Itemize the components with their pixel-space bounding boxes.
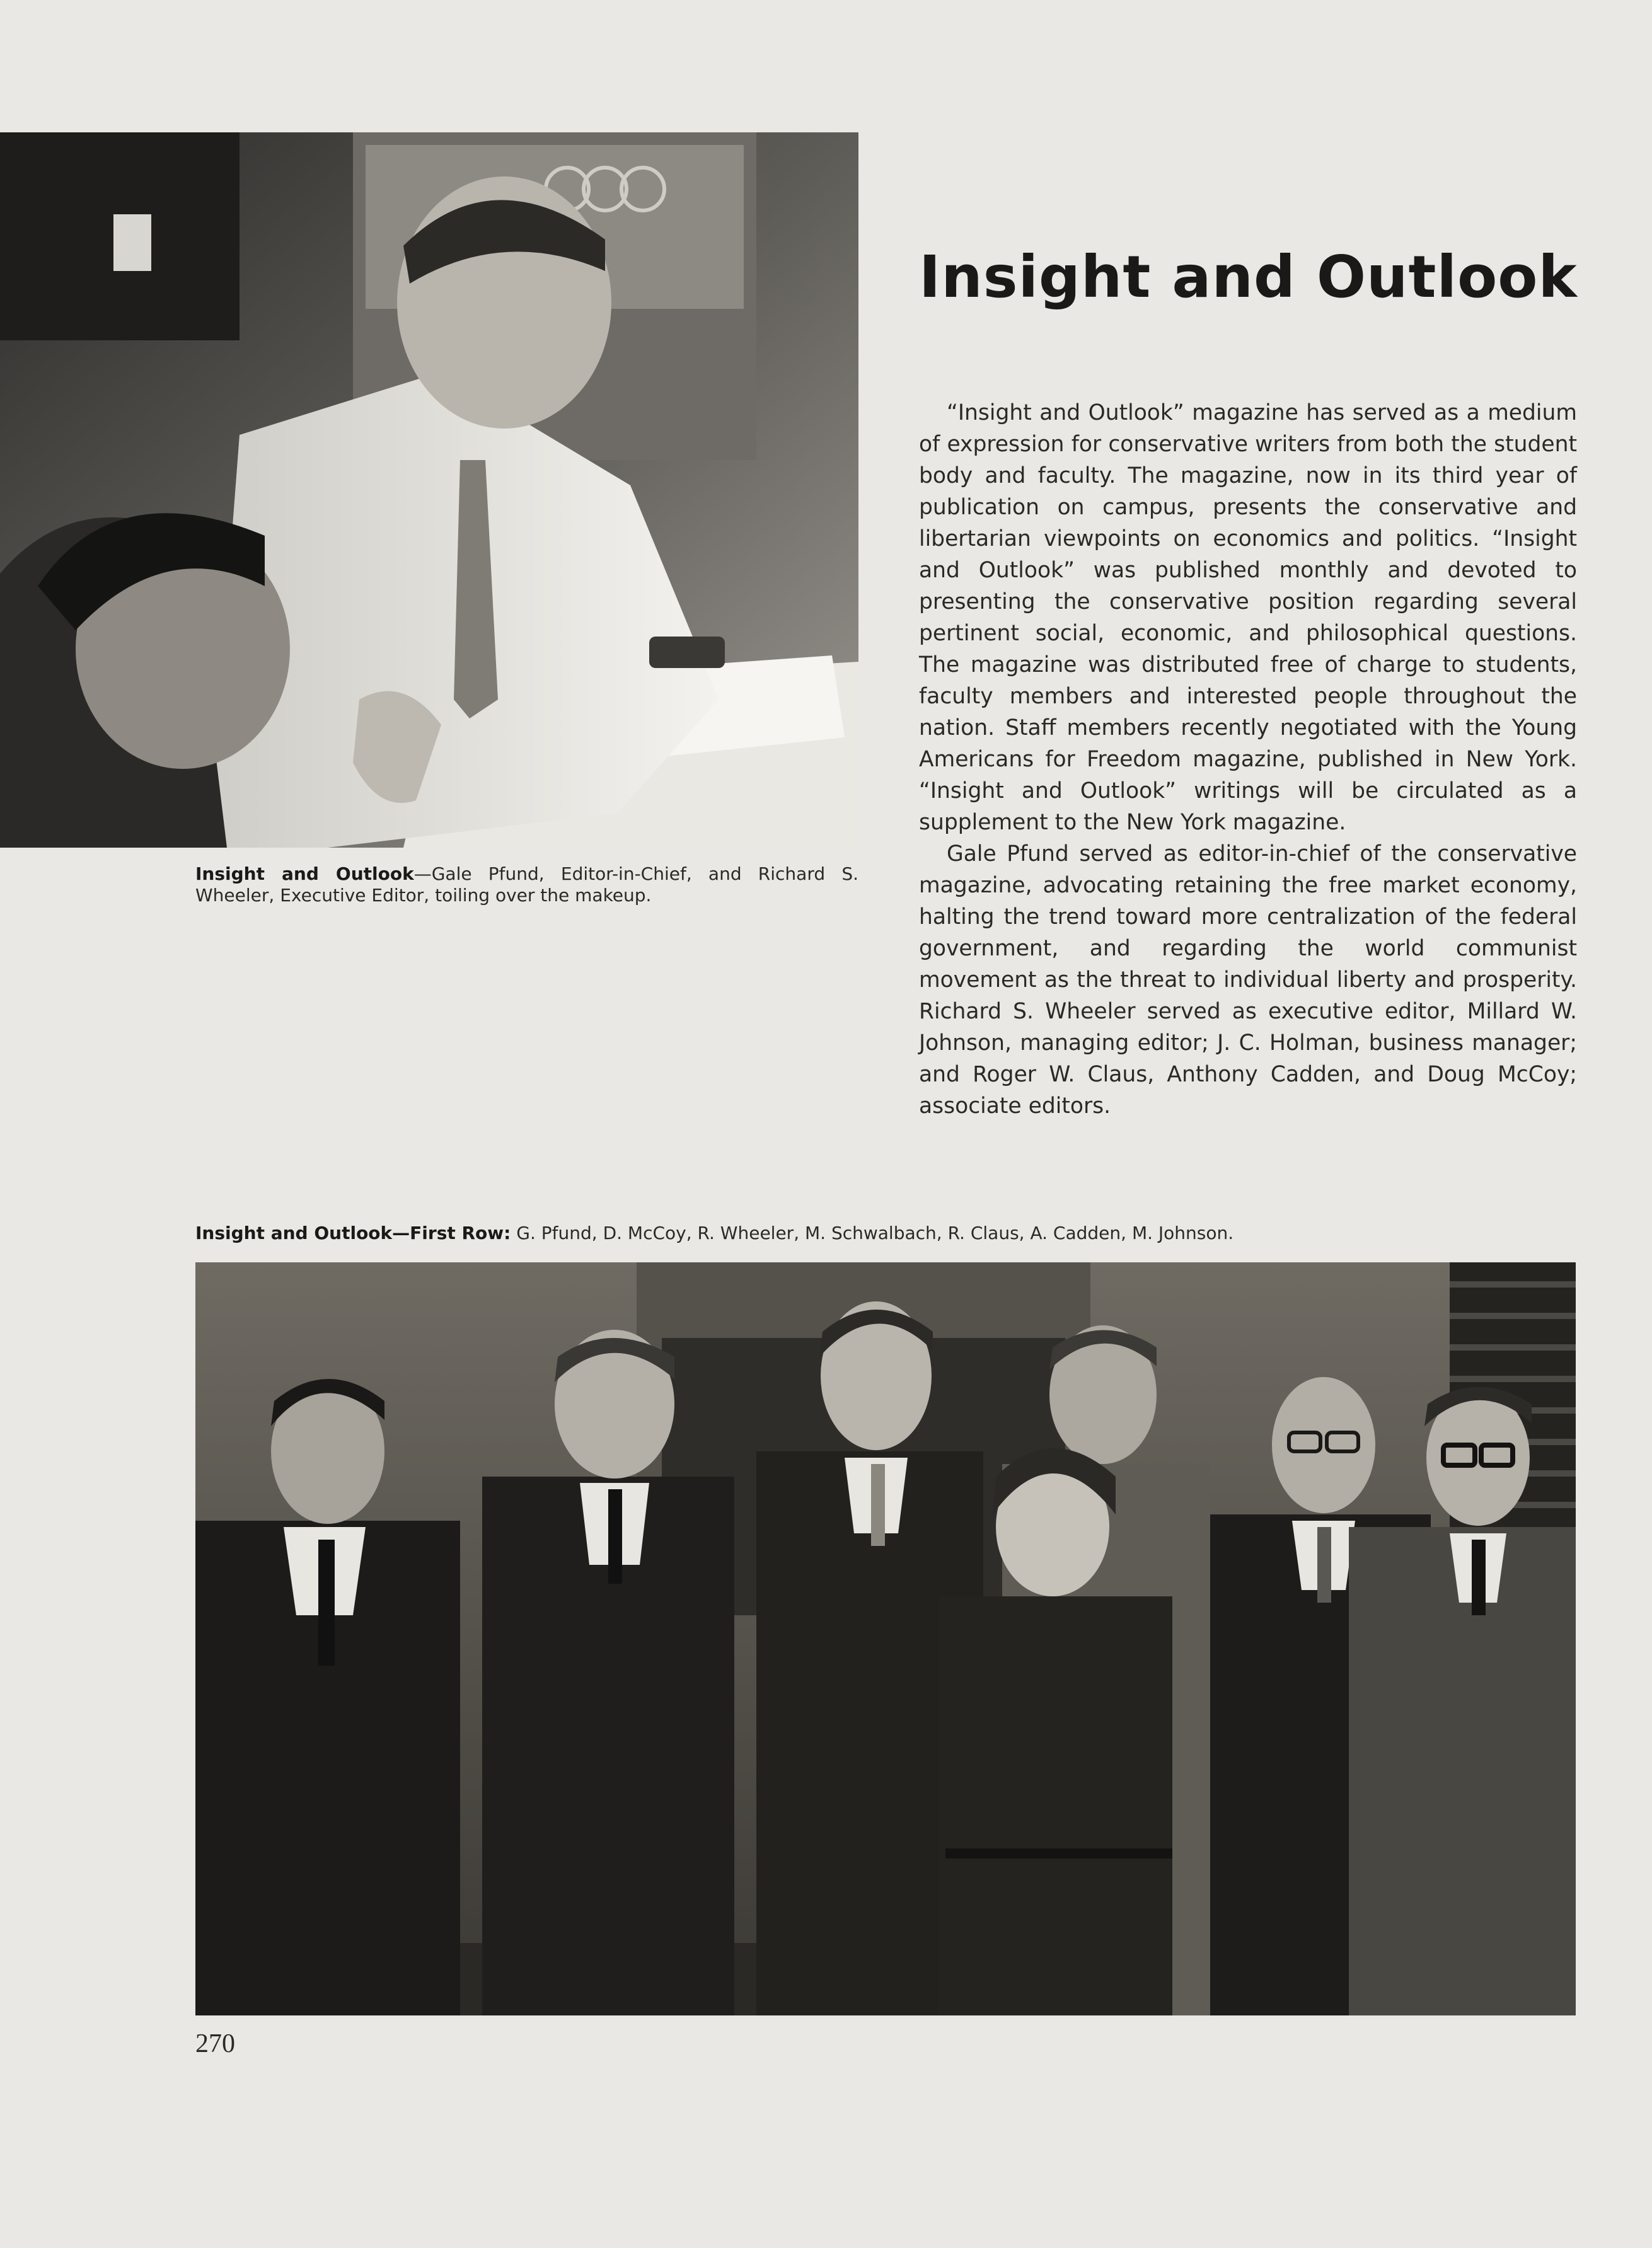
staff-group-photo	[195, 1262, 1576, 2015]
page-title: Insight and Outlook	[919, 243, 1578, 311]
group-photo-caption	[195, 1223, 1576, 1244]
editors-photo-caption	[195, 863, 858, 906]
staff-group-photo-image	[195, 1262, 1576, 2015]
editors-photo-image	[0, 132, 858, 848]
editors-photo	[0, 132, 858, 848]
caption-text: —Gale Pfund, Editor-in-Chief, and Richard S. Wheeler, Executive Editor, toiling over the makeup.	[195, 863, 858, 906]
page-number: 270	[195, 2029, 235, 2058]
caption-text: G. Pfund, D. McCoy, R. Wheeler, M. Schwalbach, R. Claus, A. Cadden, M. Johnson.	[511, 1223, 1234, 1243]
article-body	[919, 397, 1577, 1122]
article-paragraph: “Insight and Outlook” magazine has served as a medium of expression for conservative writers from both the student body and faculty. The magazine, now in its third year of publication on campus, presents the conservative and libertarian viewpoints on economics and politics. “Insight and Outlook” was published monthly and devoted to presenting the conservative position regarding several pertinent social, economic, and philosophical questions. The magazine was distributed free of charge to students, faculty members and interested people throughout the nation. Staff members recently negotiated with the Young Americans for Freedom magazine, published in New York. “Insight and Outlook” writings will be circulated as a supplement to the New York magazine.	[919, 400, 1577, 835]
caption-lead: Insight and Outlook	[195, 863, 414, 884]
caption-lead: Insight and Outlook—First Row:	[195, 1223, 511, 1243]
article-paragraph: Gale Pfund served as editor-in-chief of the conservative magazine, advocating retaining the free market economy, halting the trend toward more centralization of the federal government, and regarding the world communist movement as the threat to individual liberty and prosperity. Richard S. Wheeler served as executive editor, Millard W. Johnson, managing editor; J. C. Holman, business manager; and Roger W. Claus, Anthony Cadden, and Doug McCoy; associate editors.	[919, 841, 1577, 1119]
